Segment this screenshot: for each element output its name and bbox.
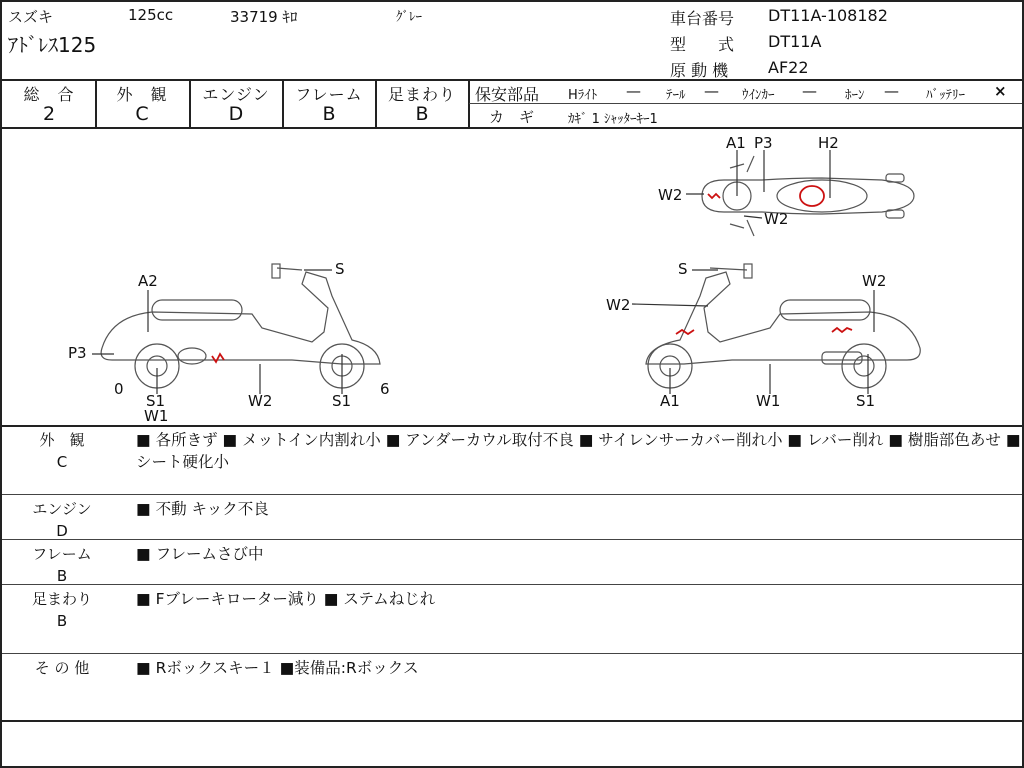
right-label-a1: A1: [660, 392, 680, 410]
damage-mark: [832, 328, 852, 332]
right-label-s: S: [678, 260, 688, 278]
left-label-s: S: [335, 260, 345, 278]
safety-item-battery: ﾊﾞｯﾃﾘｰ: [926, 88, 965, 103]
engine-label: 原 動 機: [670, 61, 729, 80]
section-text-exterior: ■ 各所きず ■ メットイン内割れ小 ■ アンダーカウル取付不良 ■ サイレンサーカバー削れ小 ■ レバー削れ ■ 樹脂部色あせ ■ シート硬化小: [136, 431, 1021, 471]
left-label-w1: W1: [144, 407, 169, 424]
engine-value: AF22: [768, 58, 809, 77]
frame-no-value: DT11A-108182: [768, 6, 888, 25]
safety-label: 保安部品: [475, 85, 540, 104]
section-text-suspension: ■ Fブレーキローター減り ■ ステムねじれ: [136, 590, 436, 608]
section-grade-frame: B: [56, 567, 68, 585]
right-label-w1: W1: [756, 392, 781, 410]
section-grade-engine: D: [56, 522, 68, 540]
safety-value-tail: —: [704, 82, 719, 100]
top-label-p3: P3: [754, 134, 773, 152]
grade-value-suspension: B: [415, 103, 429, 125]
safety-value-battery: ×: [994, 82, 1007, 100]
grade-label-engine: エンジン: [202, 85, 270, 104]
leader-lines: [92, 150, 874, 394]
left-label-6: 6: [380, 380, 390, 398]
frame-no-label: 車台番号: [670, 9, 735, 28]
grade-label-exterior: 外 観: [116, 85, 168, 104]
displacement: 125cc: [128, 6, 174, 24]
section-title-engine: エンジン: [32, 500, 92, 518]
safety-value-horn: —: [884, 82, 899, 100]
mileage: 33719 ｷﾛ: [230, 8, 298, 26]
top-label-h2: H2: [818, 134, 839, 152]
section-text-engine: ■ 不動 キック不良: [136, 500, 269, 518]
damage-mark: [212, 354, 224, 362]
safety-item-headlight: Hﾗｲﾄ: [568, 88, 598, 103]
type-value: DT11A: [768, 32, 822, 51]
top-label-a1: A1: [726, 134, 746, 152]
color: ｸﾞﾚｰ: [396, 10, 422, 25]
safety-value-winker: —: [802, 82, 817, 100]
grade-value-overall: 2: [42, 103, 56, 125]
grade-value-exterior: C: [135, 103, 149, 125]
type-label: 型 式: [670, 35, 735, 54]
left-label-s1-rear: S1: [332, 392, 352, 410]
damage-mark: [800, 186, 824, 206]
safety-item-horn: ﾎｰﾝ: [845, 88, 865, 103]
grade-value-frame: B: [322, 103, 336, 125]
grade-label-overall: 総 合: [23, 85, 75, 104]
section-title-suspension: 足まわり: [31, 590, 92, 608]
grade-value-engine: D: [228, 103, 244, 125]
left-label-s1: S1: [146, 392, 166, 410]
maker: スズキ: [8, 8, 54, 26]
grade-label-frame: フレーム: [295, 85, 363, 104]
left-label-w2: W2: [248, 392, 273, 410]
damage-mark: [708, 194, 720, 198]
top-view-scooter: [702, 156, 914, 236]
right-label-w2-left: W2: [606, 296, 631, 314]
section-grade-suspension: B: [56, 612, 68, 630]
section-title-exterior: 外 観: [39, 431, 85, 449]
right-label-s1: S1: [856, 392, 876, 410]
section-grade-exterior: C: [56, 453, 68, 471]
safety-value-headlight: —: [626, 82, 641, 100]
section-text-frame: ■ フレームさび中: [136, 545, 264, 563]
grade-label-suspension: 足まわり: [387, 85, 456, 104]
key-label: カ ギ: [489, 108, 535, 126]
top-label-w2-right: W2: [764, 210, 789, 228]
damage-mark: [676, 330, 694, 334]
left-label-0: 0: [114, 380, 124, 398]
section-title-frame: フレーム: [32, 545, 92, 563]
section-title-other: そ の 他: [34, 659, 90, 677]
right-label-w2-right: W2: [862, 272, 887, 290]
safety-item-tail: ﾃｰﾙ: [666, 88, 686, 103]
left-label-a2: A2: [138, 272, 158, 290]
key-value: ｶｷﾞ 1 ｼｬｯﾀｰｷｰ1: [568, 112, 658, 127]
left-label-p3: P3: [68, 344, 87, 362]
model-name: ｱﾄﾞﾚｽ125: [8, 33, 97, 57]
section-text-other: ■ Rボックスキー１ ■装備品:Rボックス: [136, 659, 419, 677]
safety-item-winker: ｳｲﾝｶｰ: [742, 88, 775, 103]
damage-diagram: [2, 128, 1022, 424]
top-label-w2-left: W2: [658, 186, 683, 204]
